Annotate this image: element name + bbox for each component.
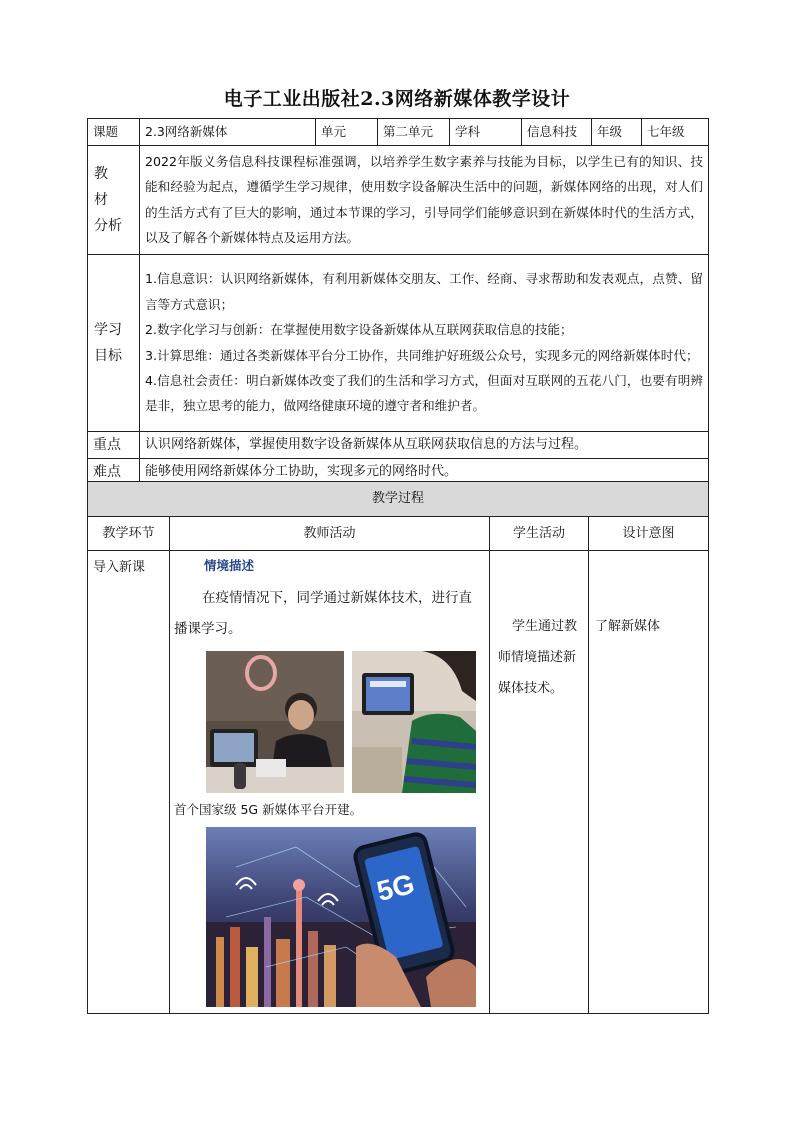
course-label: 课题 [88, 119, 140, 146]
header-teacher: 教师活动 [170, 517, 490, 551]
course-row [88, 119, 709, 146]
5g-city-photo [206, 827, 476, 1007]
grade-label: 年级 [592, 119, 642, 146]
analysis-text: 2022年版义务信息科技课程标准强调，以培养学生数字素养与技能为目标，以学生已有的知识、技能和经验为起点，遵循学生学习规律，使用数字设备解决生活中的问题，新媒体网络的出现，对人们的生活方式有了巨大的影响，通过本节课的学习，引导同学们能够意识到在新媒体时代的生活方式，以及了解各个新媒体特点及运用方法。 [140, 146, 709, 255]
goal-item: 3.计算思维：通过各类新媒体平台分工协作，共同维护好班级公众号，实现多元的网络新媒体时代； [145, 347, 699, 363]
document-title: 电子工业出版社2.3网络新媒体教学设计 [223, 88, 571, 110]
student-screen-photo [352, 651, 476, 793]
stage-cell [88, 551, 170, 1014]
unit-label: 单元 [316, 119, 378, 146]
stage-label: 导入新课 [93, 560, 146, 575]
teacher-text: 在疫情情况下，同学通过新媒体技术，进行直播课学习。 [174, 590, 472, 637]
lesson-info-table [87, 118, 709, 486]
goal-item: 1.信息意识：认识网络新媒体，有利用新媒体交朋友、工作、经商、寻求帮助和发表观点，点赞、留言等方式意识； [145, 271, 703, 312]
process-band-label: 教学过程 [88, 482, 709, 517]
goals-label: 学习 目标 [88, 254, 140, 431]
key-row [88, 431, 709, 458]
intro-row [88, 551, 709, 1014]
grade-value: 七年级 [642, 119, 709, 146]
process-band [88, 482, 709, 517]
goals-row [88, 254, 709, 431]
process-header-row [88, 517, 709, 551]
subject-label: 学科 [450, 119, 522, 146]
unit-value: 第二单元 [378, 119, 450, 146]
design-intent-cell: 了解新媒体 [589, 551, 709, 1014]
5g-label: 5G [373, 867, 418, 908]
goal-item: 2.数字化学习与创新：在掌握使用数字设备新媒体从互联网获取信息的技能； [145, 322, 573, 338]
header-intent: 设计意图 [589, 517, 709, 551]
classroom-photos [174, 651, 485, 793]
subject-value: 信息科技 [522, 119, 592, 146]
goal-item: 4.信息社会责任：明白新媒体改变了我们的生活和学习方式，但面对互联网的五花八门，也要有明辨是非，独立思考的能力，做网络健康环境的遵守者和维护者。 [145, 373, 703, 414]
teaching-process-table [87, 481, 709, 1014]
analysis-label: 教材 分析 [88, 146, 140, 255]
key-label: 重点 [88, 431, 140, 458]
difficulty-text: 能够使用网络新媒体分工协助，实现多元的网络时代。 [140, 458, 709, 485]
scenario-heading: 情境描述 [204, 558, 255, 573]
student-activity-cell: 学生通过教师情境描述新媒体技术。 [490, 551, 589, 1014]
header-stage: 教学环节 [88, 517, 170, 551]
photo-caption: 首个国家级 5G 新媒体平台开建。 [174, 802, 363, 817]
goals-list [140, 254, 709, 431]
student-laptop-photo [206, 651, 344, 793]
teacher-activity-cell [170, 551, 490, 1014]
key-text: 认识网络新媒体，掌握使用数字设备新媒体从互联网获取信息的方法与过程。 [140, 431, 709, 458]
difficulty-label: 难点 [88, 458, 140, 485]
header-student: 学生活动 [490, 517, 589, 551]
course-value: 2.3网络新媒体 [140, 119, 316, 146]
analysis-row [88, 146, 709, 255]
